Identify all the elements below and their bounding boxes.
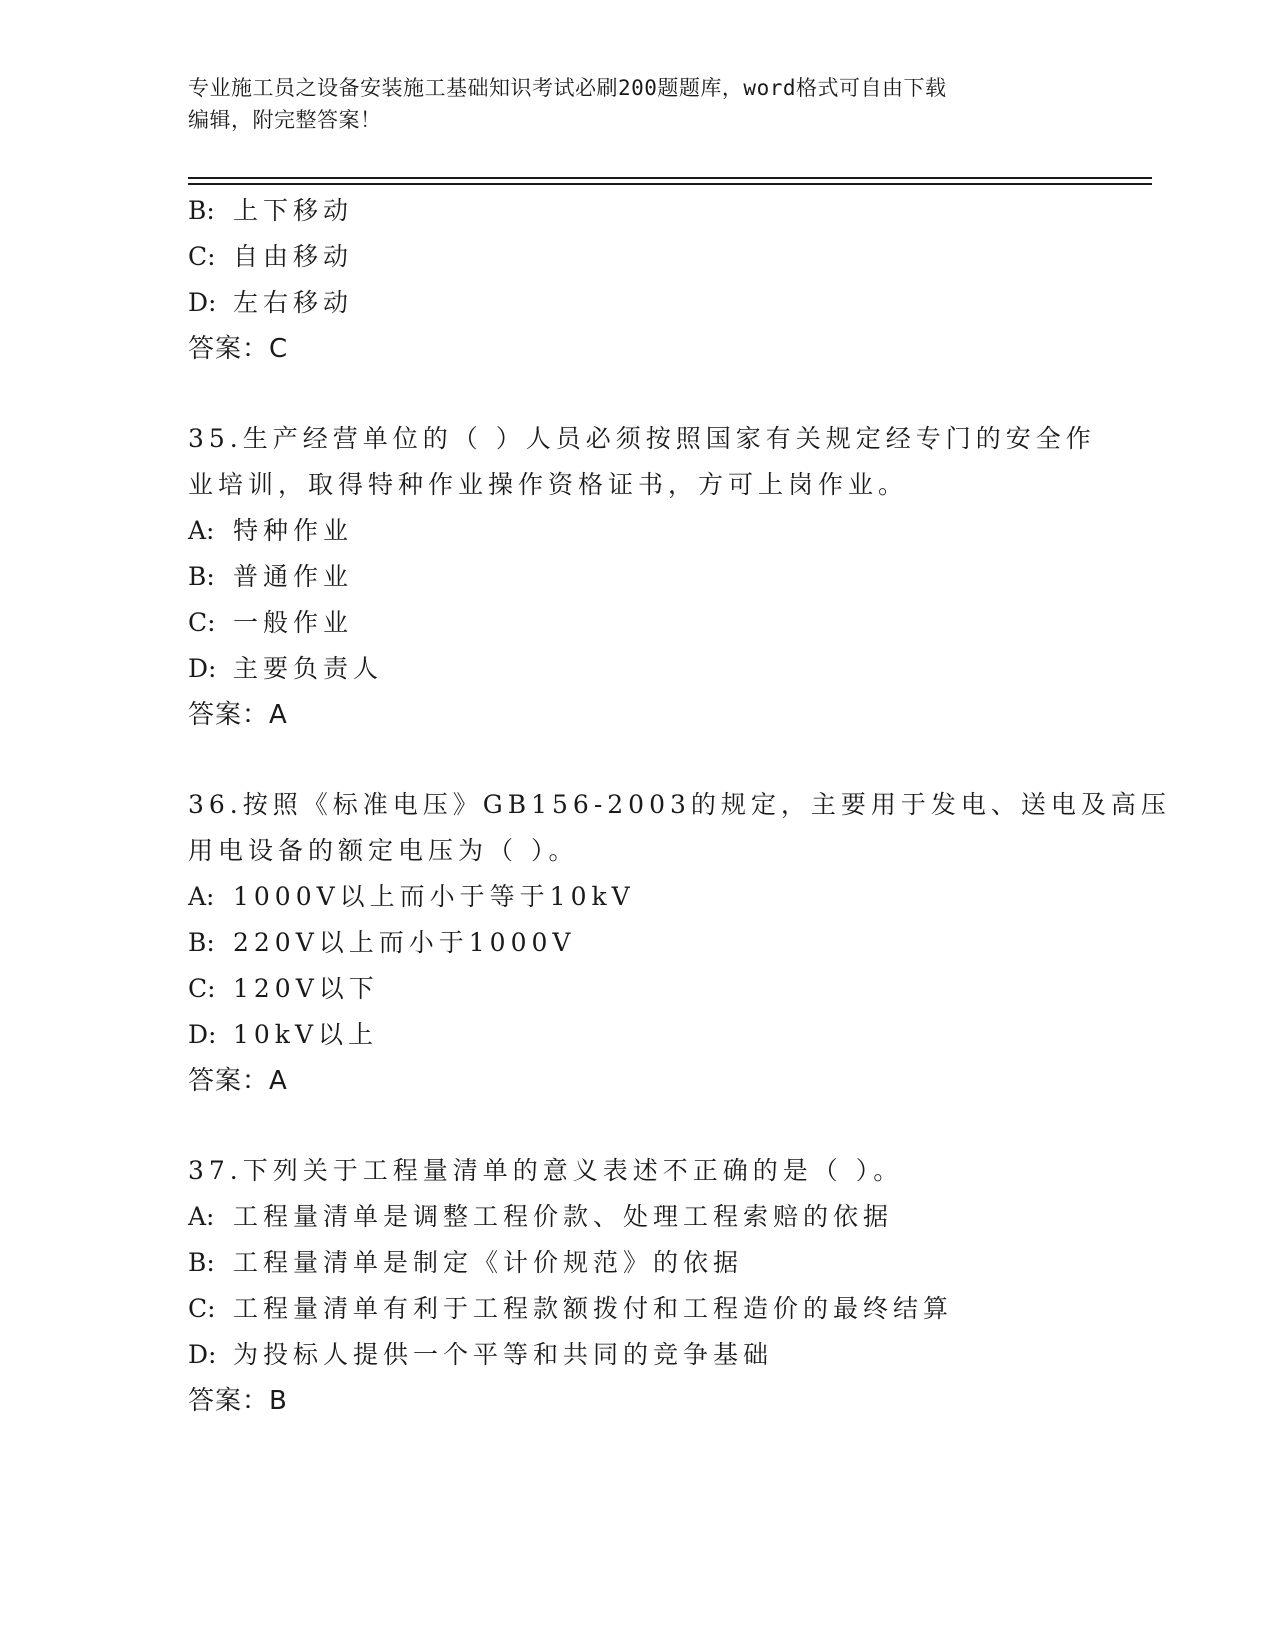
option-key: C: [188,1294,216,1323]
option-text: 为投标人提供一个平等和共同的竞争基础 [233,1340,774,1369]
header-divider-top [188,177,1152,179]
option-c [188,600,1088,646]
question-stem-line: 35.生产经营单位的（ ）人员必须按照国家有关规定经专门的安全作 [188,424,1096,453]
option-key: B: [188,196,215,225]
option-text: 工程量清单有利于工程款额拨付和工程造价的最终结算 [233,1294,954,1323]
header-line-1: 专业施工员之设备安装施工基础知识考试必刷200题题库，word格式可自由下载 [188,76,947,100]
option-d [188,1012,1088,1058]
question-list [188,188,1171,1424]
option-d [188,280,1088,326]
option-text: 120V以下 [233,974,379,1003]
option-key: D: [188,288,217,317]
option-text: 上下移动 [233,196,354,225]
document-header [188,72,1088,136]
question-37 [188,1148,1088,1424]
option-b [188,1240,1088,1286]
header-line-2: 编辑，附完整答案！ [188,108,382,132]
option-text: 工程量清单是调整工程价款、处理工程索赔的依据 [233,1202,894,1231]
option-text: 工程量清单是制定《计价规范》的依据 [233,1248,744,1277]
answer: 答案：C [188,334,289,364]
option-text: 左右移动 [233,288,354,317]
option-key: A: [188,516,215,545]
option-key: A: [188,1202,215,1231]
option-key: A: [188,882,215,911]
option-text: 1000V以上而小于等于10kV [233,882,635,911]
option-text: 自由移动 [233,242,354,271]
answer: 答案：B [188,1386,288,1416]
option-text: 主要负责人 [233,654,384,683]
option-text: 220V以上而小于1000V [233,928,576,957]
question-35 [188,416,1096,738]
option-key: C: [188,608,216,637]
option-text: 特种作业 [233,516,354,545]
option-key: B: [188,562,215,591]
option-d [188,646,1088,692]
option-key: D: [188,1020,217,1049]
option-b [188,554,1088,600]
option-a [188,508,1088,554]
header-divider-bottom [188,183,1152,185]
question-stem-line: 36.按照《标准电压》GB156-2003的规定，主要用于发电、送电及高压 [188,790,1171,819]
option-key: B: [188,1248,215,1277]
option-text: 普通作业 [233,562,354,591]
option-c [188,234,1088,280]
option-b [188,920,1088,966]
option-key: C: [188,242,216,271]
option-c [188,966,1088,1012]
question-stem-line: 37.下列关于工程量清单的意义表述不正确的是（ ）。 [188,1156,904,1185]
option-key: B: [188,928,215,957]
option-key: C: [188,974,216,1003]
option-text: 10kV以上 [233,1020,379,1049]
question-stem-line: 业培训，取得特种作业操作资格证书，方可上岗作业。 [188,470,909,499]
question-34-continued [188,188,1088,372]
option-a [188,1194,1088,1240]
option-b [188,188,1088,234]
option-a [188,874,1088,920]
option-key: D: [188,654,217,683]
option-c [188,1286,1088,1332]
answer: 答案：A [188,700,288,730]
question-36 [188,782,1171,1104]
option-text: 一般作业 [233,608,354,637]
answer: 答案：A [188,1066,288,1096]
question-stem-line: 用电设备的额定电压为（ ）。 [188,836,579,865]
option-d [188,1332,1088,1378]
option-key: D: [188,1340,217,1369]
